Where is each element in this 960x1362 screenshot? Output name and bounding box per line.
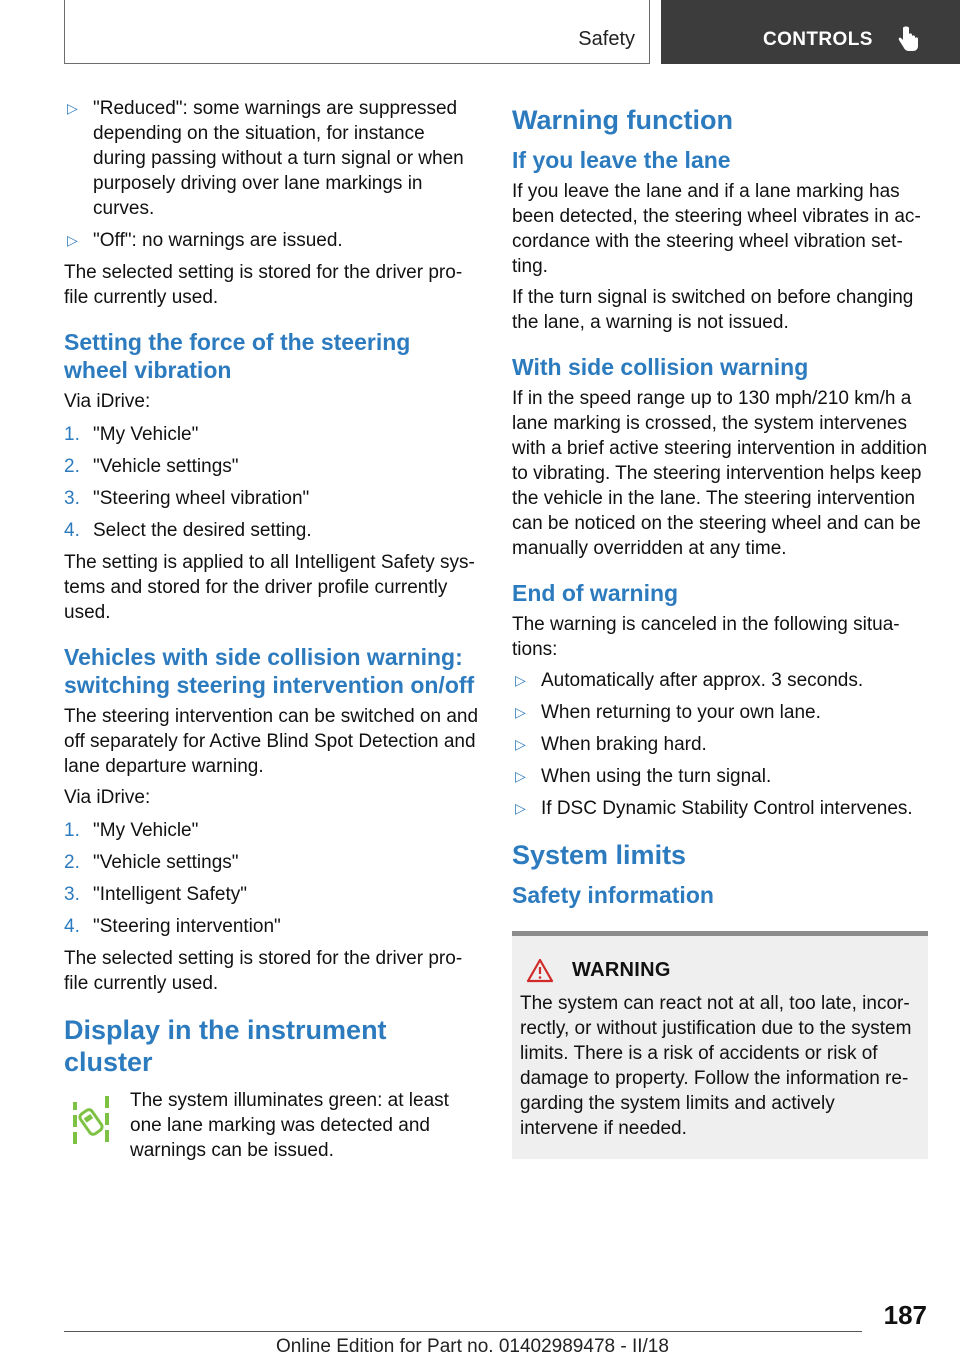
warning-header xyxy=(520,958,918,983)
paragraph: Via iDrive: xyxy=(64,391,151,412)
indicator-text: The system illuminates green: at least one lane marking was detected and warnings can be issued. xyxy=(130,1090,449,1161)
list-item: 1. "My Vehicle" xyxy=(64,820,199,841)
heading-vibration-force: Setting the force of the steering wheel vibration xyxy=(64,329,411,383)
paragraph: The steering intervention can be switched on and off separately for Active Blind Spot Detection and lane departure warning. xyxy=(64,706,479,777)
steps-list-intervention xyxy=(64,818,480,939)
indicator-description xyxy=(64,1088,480,1163)
paragraph: If you leave the lane and if a lane marking has been detected, the steering wheel vibrates in accordance with the steering wheel vibration setting. xyxy=(512,181,921,277)
paragraph: The setting is applied to all Intelligent Safety systems and stored for the driver profile currently used. xyxy=(64,552,475,623)
end-conditions-list xyxy=(512,668,928,821)
triangle-bullet-icon: ▷ xyxy=(515,768,526,784)
heading-system-limits: System limits xyxy=(512,840,687,870)
header-box xyxy=(64,0,650,64)
setting-options-list xyxy=(64,96,480,253)
page-number: 187 xyxy=(883,1300,927,1330)
left-column xyxy=(64,96,480,1169)
heading-instrument-cluster: Display in the instrument cluster xyxy=(64,1015,387,1077)
triangle-bullet-icon: ▷ xyxy=(515,672,526,688)
warning-text: The system can react not at all, too late, incorrectly, or without justification due to the system limits. There is a risk of accidents or risk of damage to property. Follow the information regarding the system limits and actively intervene if needed. xyxy=(520,993,912,1139)
warning-title: WARNING xyxy=(572,959,671,981)
list-item: 3. "Steering wheel vibration" xyxy=(64,488,310,509)
triangle-bullet-icon: ▷ xyxy=(67,232,78,248)
chapter-tab xyxy=(661,0,960,64)
lane-departure-icon xyxy=(72,1094,110,1146)
list-item: ▷ "Off": no warnings are issued. xyxy=(67,230,343,251)
warning-triangle-icon xyxy=(526,958,554,983)
pointing-hand-icon xyxy=(897,26,919,52)
heading-leave-lane: If you leave the lane xyxy=(512,147,731,173)
heading-safety-information: Safety information xyxy=(512,882,714,908)
list-item: 2. "Vehicle settings" xyxy=(64,852,239,873)
heading-warning-function: Warning function xyxy=(512,105,733,135)
right-column xyxy=(512,96,928,1159)
triangle-bullet-icon: ▷ xyxy=(515,736,526,752)
paragraph: If in the speed range up to 130 mph/210 km/h a lane marking is crossed, the system intervenes with a brief active steering intervention in addition to vibrating. The steering intervention helps keep the vehicle in the lane. The steering intervention can be noticed on the steering wheel and can be manually overridden at any time. xyxy=(512,388,928,559)
list-item: ▷ When using the turn signal. xyxy=(515,766,772,787)
chapter-tab-label: CONTROLS xyxy=(763,29,873,50)
paragraph: The selected setting is stored for the driver profile currently used. xyxy=(64,948,463,994)
paragraph: If the turn signal is switched on before changing the lane, a warning is not issued. xyxy=(512,287,914,333)
paragraph: Via iDrive: xyxy=(64,787,151,808)
list-item: 4. "Steering intervention" xyxy=(64,916,281,937)
section-title: Safety xyxy=(578,28,635,50)
steps-list-vibration xyxy=(64,422,480,543)
triangle-bullet-icon: ▷ xyxy=(515,704,526,720)
list-item: 3. "Intelligent Safety" xyxy=(64,884,247,905)
footer-divider xyxy=(64,1331,862,1332)
list-item: ▷ "Reduced": some warnings are suppressed depending on the situation, for instance during passing without a turn signal or when purposely driving over lane markings in curves. xyxy=(67,98,464,219)
list-item: ▷ If DSC Dynamic Stability Control intervenes. xyxy=(515,798,913,819)
footer-edition: Online Edition for Part no. 01402989478 - II/18 xyxy=(276,1336,669,1357)
heading-side-collision: With side collision warning xyxy=(512,354,809,380)
warning-box xyxy=(512,931,928,1159)
list-item: 1. "My Vehicle" xyxy=(64,424,199,445)
triangle-bullet-icon: ▷ xyxy=(515,800,526,816)
list-item: 2. "Vehicle settings" xyxy=(64,456,239,477)
list-item: ▷ When braking hard. xyxy=(515,734,707,755)
heading-end-of-warning: End of warning xyxy=(512,580,679,606)
paragraph: The warning is canceled in the following situations: xyxy=(512,614,900,660)
triangle-bullet-icon: ▷ xyxy=(67,100,78,116)
paragraph: The selected setting is stored for the driver profile currently used. xyxy=(64,262,463,308)
heading-steering-intervention: Vehicles with side collision warning: switching steering intervention on/off xyxy=(64,644,475,698)
list-item: ▷ Automatically after approx. 3 seconds. xyxy=(515,670,864,691)
list-item: 4. Select the desired setting. xyxy=(64,520,312,541)
list-item: ▷ When returning to your own lane. xyxy=(515,702,821,723)
